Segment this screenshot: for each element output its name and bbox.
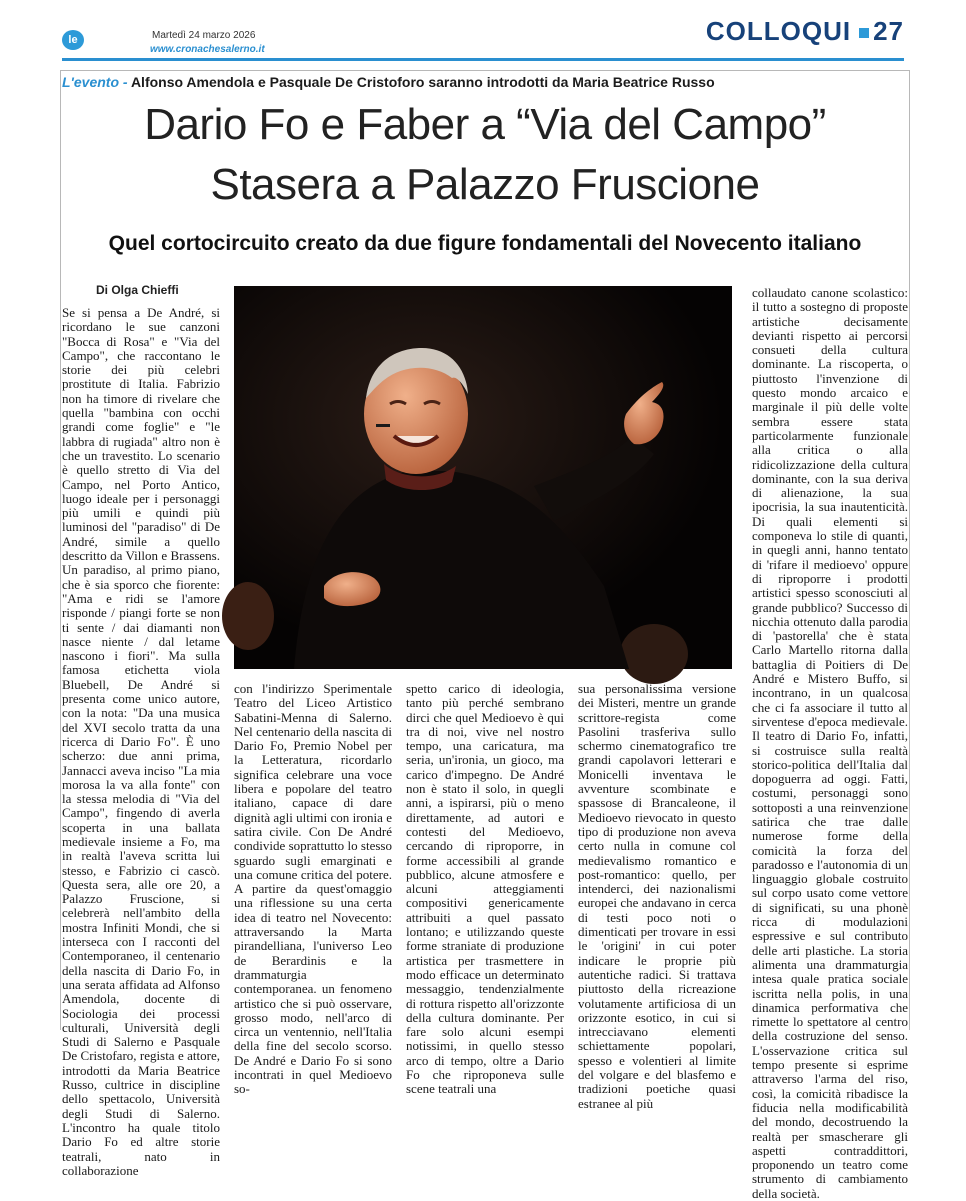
newspaper-logo: le bbox=[62, 30, 84, 50]
article-photo bbox=[234, 286, 732, 669]
article-column-3: spetto carico di ideologia, tanto più perché sembrano dirci che quel Medioevo è qui tra di noi, vive nel nostro tempo, una caricatura, ma seria, un'ironia, un gioco, ma carico d'impegno. De André non è stato il solo, in quegli anni, a ispirarsi, più o meno direttamente, ad autori e contesti del Medioevo, cercando di riproporre, in forme accessibili al grande pubblico, alcune atmosfere e alcuni atteggiamenti compositivi genericamente attribuiti a quel passato lontano; e utilizzando queste forme straniate di produzione artistica per trasmettere in modo efficace un determinato messaggio, tendenzialmente di rottura rispetto all'orizzonte della cultura dominante. Per fare solo alcuni esempi notissimi, in quello stesso arco di tempo, oltre a Dario Fo che riproponeva sulle scene teatrali una bbox=[406, 681, 564, 1097]
section-square-icon bbox=[859, 28, 869, 38]
article-kicker bbox=[62, 74, 715, 90]
subheadline: Quel cortocircuito creato da due figure fondamentali del Novecento italiano bbox=[108, 232, 862, 255]
header-divider bbox=[62, 58, 904, 61]
section-name: COLLOQUI bbox=[705, 16, 852, 46]
website-link[interactable]: www.cronachesalerno.it bbox=[150, 44, 265, 55]
page-number: 27 bbox=[873, 16, 904, 46]
article-column-5: collaudato canone scolastico: il tutto a sostegno di proposte artistiche decisamente devianti rispetto ai percorsi consueti della cultura dominante. La riscoperta, o piuttosto l'invenzione di questo mondo arcaico e marginale il più delle volte sembra essere stata particolarmente funzionale alla critica o alla ridicolizzazione della cultura dominante, con la sua deriva di alienazione, la sua ipocrisia, la sua inautenticità. Di quali elementi si componeva lo stile di quanti, in quegli anni, hanno tentato di 'rifare il medioevo' oppure di riproporre i prodotti artistici spesso sconosciuti al grande pubblico? Successo di nicchia ottenuto dalla parodia di 'pastorella' che è stata Carlo Martello ritorna dalla battaglia di Poitiers di De André e Mistero Buffo, si incontrano, in un qualcosa che ci fa associare il tutto al sirventese d'epoca medievale. Il teatro di Dario Fo, infatti, si costruisce sulla realtà storico-politica dell'Italia dal dopoguerra ad oggi. Fatti, costumi, personaggi sono sottoposti a una reinvenzione satirica che trae dalle numerose forme della comicità la forza del paradosso e l'autonomia di un linguaggio globale costruito sul corpo usato come vettore di significati, su una phonè ricca di modulazioni espressive e sul contributo delle arti plastiche. La storia alimenta una drammaturgia intesa quale pratica sociale iscritta nella polis, in una dinamica performativa che rimette lo spettatore al centro della costruzione del senso. L'osservazione critica sul tempo presente si esprime attraverso l'arma del riso, così, la comicità ribadisce la fiducia nella modificabilità del mondo, decostruendo la realtà per smascherare gli aspetti contraddittori, proponendo un teatro come strumento di cambiamento della società. bbox=[752, 285, 908, 1201]
headline-line-1: Dario Fo e Faber a “Via del Campo” bbox=[144, 100, 826, 149]
byline: Di Olga Chieffi bbox=[96, 283, 179, 297]
article-column-1: Se si pensa a De André, si ricordano le sue canzoni "Bocca di Rosa" e "Via del Campo", che raccontano le storie dei più celebri prostitute di Italia. Fabrizio non ha timore di rivelare che quella "bambina con occhi grandi come foglie" e "le labbra di rugiada" altro non è che un travestito. Lo scenario è quello stretto di Via del Campo, nel Porto Antico, luogo ideale per i personaggi più umili e quindi più luminosi del "paradiso" di De André, simile a quello descritto da Villon e Brassens. Un paradiso, al primo piano, che è sia sporco che fiorente: "Ama e ridi se l'amore risponde / piangi forte se non ti sente / dai diamanti non nasce niente / dal letame nascono i fiori". Ma sulla famosa etichetta viola Bluebell, De André si presenta come unico autore, con la nota: "Da una musica del XVI secolo tratta da una ricerca di Dario Fo". È uno scherzo: due anni prima, Jannacci aveva inciso "La mia morosa la va alla fonte" con la stessa melodia di "Via del Campo", fingendo di averla scoperta in una ballata medievale insieme a Fo, ma in realtà l'aveva scritta lui stesso, e Fabrizio ci cascò. Questa sera, alle ore 20, a Palazzo Fruscione, si celebrerà nell'ambito della mostra Infiniti Mondi, che si interseca con I racconti del Contemporaneo, il centenario della nascita di Dario Fo, in una serata affidata ad Alfonso Amendola, docente di Sociologia dei processi culturali, Università degli Studi di Salerno e Pasquale De Cristofaro, regista e attore, introdotti da Maria Beatrice Russo, cultrice in discipline dello spettacolo, Università degli Studi di Salerno. L'incontro ha quale titolo Dario Fo ed altre storie teatrali, nato in collaborazione bbox=[62, 305, 220, 1178]
headline-line-2: Stasera a Palazzo Fruscione bbox=[210, 160, 760, 209]
performer-photo-illustration bbox=[234, 286, 732, 669]
page-header bbox=[0, 0, 966, 64]
article-column-2: con l'indirizzo Sperimentale Teatro del Liceo Artistico Sabatini-Menna di Salerno. Nel centenario della nascita di Dario Fo, Premio Nobel per la Letteratura, ricordarlo significa celebrare una voce libera e popolare del teatro italiano, capace di dare dignità agli ultimi con ironia e satira civile. Con De André condivide soprattutto lo stesso sguardo sugli emarginati e una comune critica del potere. A partire da quest'omaggio una riflessione su una certa idea di teatro nel Novecento: attraversando la Marta pirandelliana, l'universo Leo de Berardinis e la drammaturgia contemporanea. un fenomeno artistico che si può osservare, grosso modo, nell'arco di circa un ventennio, nell'Italia della fine del secolo scorso. De André e Dario Fo si sono incontrati in quel Medioevo so- bbox=[234, 681, 392, 1097]
kicker-text: Alfonso Amendola e Pasquale De Cristoforo saranno introdotti da Maria Beatrice Russo bbox=[130, 74, 715, 90]
section-title bbox=[706, 16, 904, 47]
kicker-tag: L'evento - bbox=[62, 74, 128, 90]
issue-date: Martedì 24 marzo 2026 bbox=[152, 30, 256, 41]
article-column-4: sua personalissima versione dei Misteri, mentre un grande scrittore-regista come Pasolini trasferiva sullo schermo cinematografico tre grandi capolavori letterari e Monicelli inventava le avventure scombinate e spassose di Brancaleone, il Medioevo rievocato in questo tipo di produzione non aveva certo nulla in comune col medievalismo romantico e post-romantico: quello, per intenderci, dei nazionalismi europei che andavano in cerca di testi poco noti o dimenticati per trovare in essi le 'origini' in cui poter indicare le proprie più autentiche radici. Si trattava piuttosto della ricreazione volutamente artificiosa di un orizzonte esotico, in cui si intrecciavano elementi schiettamente popolari, spesso e volentieri al limite del volgare e del blasfemo e tradizioni poetiche quasi estranee al più bbox=[578, 681, 736, 1111]
